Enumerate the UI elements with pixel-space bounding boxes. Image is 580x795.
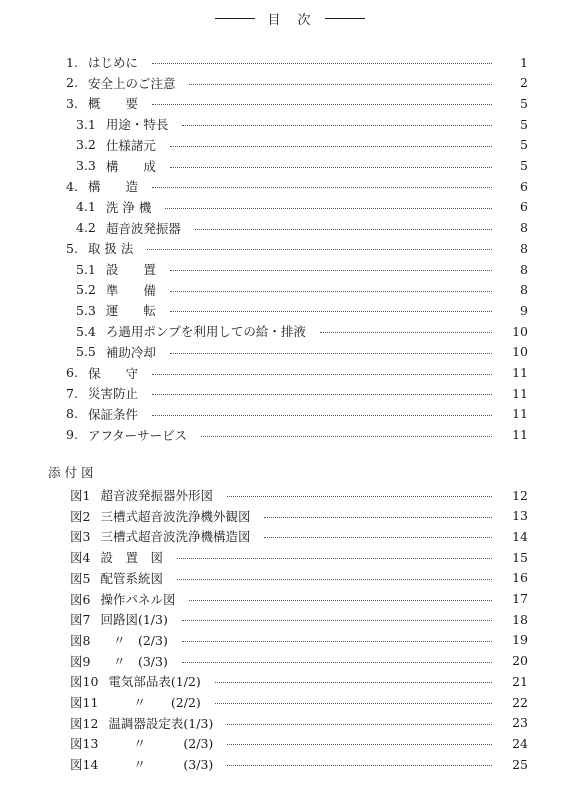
entry-number: 5.4 (76, 323, 96, 339)
dot-leader (152, 373, 492, 375)
dot-leader (170, 290, 492, 292)
entry-label: 設 置 (105, 262, 156, 277)
annex-entry[interactable] (0, 713, 580, 733)
entry-page-number: 5 (520, 116, 528, 132)
toc-entry[interactable] (0, 363, 580, 383)
entry-label: 概 要 (87, 96, 138, 112)
entry-label: 補助冷却 (105, 344, 156, 360)
dot-leader (152, 186, 492, 188)
entry-number: 図5 (70, 570, 91, 586)
dot-leader (182, 124, 492, 126)
dot-leader (227, 743, 492, 745)
toc-entry[interactable] (0, 383, 580, 403)
entry-label: ろ過用ポンプを利用しての給・排液 (105, 324, 306, 340)
entry-page-number: 11 (512, 365, 528, 380)
dot-leader (195, 228, 492, 230)
dot-leader (170, 352, 492, 354)
dot-leader (189, 83, 492, 85)
entry-page-number: 12 (512, 487, 528, 503)
entry-number: 図2 (70, 508, 91, 524)
entry-label: 運 転 (105, 303, 156, 319)
dot-leader (182, 619, 492, 621)
entry-label: はじめに (87, 55, 138, 70)
entry-number: 4. (66, 178, 78, 194)
entry-number: 3.3 (76, 158, 96, 173)
title-rule-right (325, 18, 365, 19)
annex-entry[interactable] (0, 651, 580, 671)
dot-leader (189, 599, 492, 601)
dot-leader (170, 166, 492, 168)
entry-page-number: 6 (520, 199, 528, 215)
toc-entry[interactable] (0, 321, 580, 341)
entry-number: 3.1 (76, 116, 96, 132)
dot-leader (264, 536, 492, 538)
annex-entry[interactable] (0, 506, 580, 526)
entry-label: 用途・特長 (105, 117, 169, 133)
entry-label: 構 造 (87, 179, 138, 195)
entry-label: 安全上のご注意 (87, 75, 176, 91)
entry-label: 仕様諸元 (105, 137, 156, 153)
annex-entry[interactable] (0, 609, 580, 629)
entry-page-number: 1 (520, 54, 528, 70)
entry-number: 図11 (70, 695, 99, 710)
entry-page-number: 15 (512, 549, 528, 565)
entry-page-number: 13 (512, 508, 528, 524)
dot-leader (182, 661, 492, 663)
toc-entry[interactable] (0, 280, 580, 300)
dot-leader (152, 62, 492, 64)
annex-entry[interactable] (0, 754, 580, 774)
toc-entry[interactable] (0, 238, 580, 258)
entry-number: 5.3 (76, 302, 96, 318)
dot-leader (264, 516, 492, 518)
dot-leader (165, 207, 492, 209)
annex-entry[interactable] (0, 485, 580, 505)
entry-label: 災害防止 (87, 386, 138, 402)
page-title (0, 8, 580, 28)
entry-label: アフターサービス (87, 427, 188, 443)
entry-page-number: 11 (512, 385, 528, 401)
annex-entry[interactable] (0, 568, 580, 588)
entry-number: 7. (66, 385, 78, 401)
title-rule-left (215, 18, 255, 19)
entry-page-number: 5 (520, 95, 528, 111)
entry-number: 9. (66, 427, 78, 443)
entry-page-number: 21 (512, 673, 528, 689)
toc-entry[interactable] (0, 93, 580, 113)
entry-page-number: 8 (520, 240, 528, 256)
annex-entry[interactable] (0, 589, 580, 609)
toc-entry[interactable] (0, 425, 580, 445)
entry-number: 3. (66, 95, 78, 111)
toc-entry[interactable] (0, 135, 580, 155)
entry-page-number: 8 (520, 261, 528, 277)
dot-leader (152, 414, 492, 416)
toc-entry[interactable] (0, 176, 580, 196)
entry-page-number: 14 (512, 528, 528, 544)
toc-entry[interactable] (0, 218, 580, 238)
entry-page-number: 5 (520, 158, 528, 173)
entry-page-number: 10 (512, 344, 528, 360)
entry-label: 超音波発振器外形図 (100, 488, 213, 503)
dot-leader (170, 145, 492, 147)
entry-label: 配管系統図 (100, 570, 163, 586)
entry-label: 準 備 (105, 282, 156, 298)
dot-leader (170, 269, 492, 271)
entry-page-number: 18 (512, 611, 528, 627)
entry-page-number: 25 (512, 756, 528, 772)
entry-number: 8. (66, 406, 78, 422)
entry-number: 5. (66, 240, 78, 256)
entry-number: 図14 (70, 757, 99, 773)
entry-number: 4.1 (76, 199, 96, 215)
dot-leader (170, 310, 492, 312)
entry-page-number: 22 (512, 694, 528, 710)
dot-leader (177, 578, 492, 580)
entry-label: 構 成 (105, 158, 156, 174)
annex-entry[interactable] (0, 630, 580, 650)
entry-label: 保 守 (87, 365, 138, 381)
toc-entry[interactable] (0, 404, 580, 424)
annex-heading: 添付図 (48, 465, 98, 480)
entry-page-number: 17 (512, 591, 528, 606)
entry-page-number: 2 (520, 75, 528, 91)
entry-label: 〃 (3/3) (108, 757, 214, 773)
entry-number: 図4 (70, 550, 91, 566)
entry-label: 保証条件 (87, 406, 138, 422)
entry-page-number: 10 (512, 323, 528, 339)
dot-leader (177, 557, 492, 559)
entry-label: 〃 (3/3) (100, 653, 168, 669)
entry-page-number: 6 (520, 178, 528, 194)
entry-label: 洗 浄 機 (105, 199, 152, 215)
dot-leader (215, 681, 492, 683)
toc-entry[interactable] (0, 73, 580, 93)
annex-entry[interactable] (0, 547, 580, 567)
entry-number: 5.1 (76, 261, 96, 277)
entry-label: 〃 (2/2) (108, 695, 201, 710)
dot-leader (201, 435, 492, 437)
dot-leader (147, 248, 492, 250)
toc-entry[interactable] (0, 114, 580, 134)
toc-entry[interactable] (0, 342, 580, 362)
entry-number: 図7 (70, 612, 91, 628)
entry-page-number: 11 (512, 427, 528, 443)
entry-number: 図6 (70, 591, 91, 607)
toc-entry[interactable] (0, 52, 580, 72)
entry-page-number: 16 (512, 570, 528, 586)
toc-entry[interactable] (0, 300, 580, 320)
entry-page-number: 8 (520, 220, 528, 236)
title-text: 目 次 (267, 12, 313, 28)
entry-number: 3.2 (76, 137, 96, 153)
entry-page-number: 9 (520, 302, 528, 318)
entry-label: 温調器設定表(1/3) (108, 715, 214, 731)
entry-label: 取 扱 法 (87, 241, 134, 257)
entry-label: 〃 (2/3) (100, 632, 168, 648)
entry-page-number: 24 (512, 735, 528, 751)
dot-leader (227, 764, 492, 766)
dot-leader (320, 331, 492, 333)
entry-number: 図1 (70, 488, 91, 503)
dot-leader (227, 495, 492, 497)
entry-number: 図3 (70, 529, 91, 545)
entry-page-number: 19 (512, 632, 528, 648)
annex-entry[interactable] (0, 671, 580, 691)
toc-entry[interactable] (0, 156, 580, 176)
entry-label: 三槽式超音波洗浄機外観図 (100, 508, 251, 524)
entry-number: 5.5 (76, 344, 96, 360)
entry-number: 4.2 (76, 220, 96, 236)
entry-page-number: 11 (512, 406, 528, 422)
entry-page-number: 20 (512, 653, 528, 669)
entry-page-number: 5 (520, 137, 528, 153)
toc-entry[interactable] (0, 197, 580, 217)
entry-label: 操作パネル図 (100, 591, 176, 607)
entry-number: 6. (66, 365, 78, 380)
entry-number: 図12 (70, 715, 99, 731)
entry-label: 超音波発振器 (105, 220, 181, 236)
entry-page-number: 8 (520, 282, 528, 298)
dot-leader (182, 640, 492, 642)
entry-number: 図9 (70, 653, 91, 669)
entry-label: 設 置 図 (100, 550, 163, 566)
annex-entry[interactable] (0, 733, 580, 753)
dot-leader (152, 103, 492, 105)
entry-label: 〃 (2/3) (108, 736, 214, 752)
annex-entry[interactable] (0, 692, 580, 712)
dot-leader (215, 702, 492, 704)
dot-leader (152, 393, 492, 395)
entry-page-number: 23 (512, 715, 528, 731)
entry-label: 電気部品表(1/2) (108, 674, 201, 690)
entry-number: 1. (66, 54, 78, 70)
entry-number: 2. (66, 75, 78, 91)
entry-label: 三槽式超音波洗浄機構造図 (100, 529, 251, 545)
entry-number: 図10 (70, 674, 99, 690)
entry-label: 回路図(1/3) (100, 612, 168, 628)
entry-number: 図13 (70, 736, 99, 752)
entry-number: 5.2 (76, 282, 96, 298)
dot-leader (227, 723, 492, 725)
entry-number: 図8 (70, 632, 91, 648)
annex-entry[interactable] (0, 526, 580, 546)
toc-entry[interactable] (0, 259, 580, 279)
